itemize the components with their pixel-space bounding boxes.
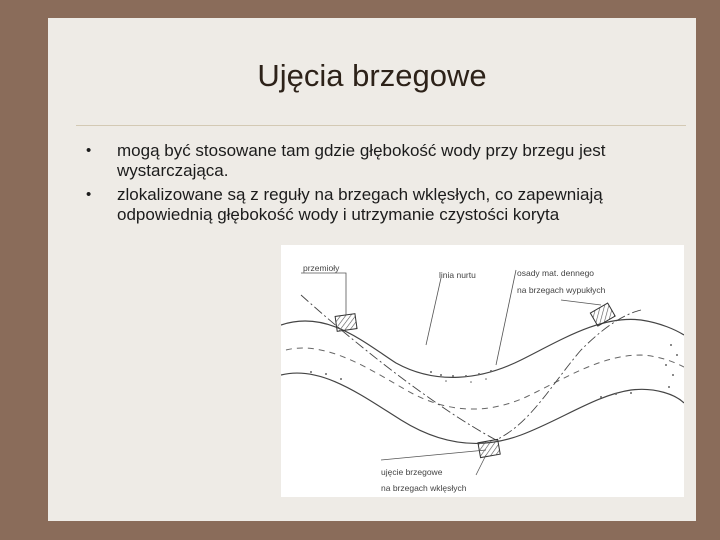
label-osady-2: na brzegach wypukłych [517,285,606,295]
label-przemioty: przemioły [303,263,340,273]
intake-structure-left [335,314,357,332]
bullet-text: mogą być stosowane tam gdzie głębokość wody przy brzegu jest wystarczająca. [117,141,606,180]
label-linia-nurtu: linia nurtu [439,270,476,280]
bullet-item [86,185,686,225]
bullet-icon: • [86,142,92,159]
flow-line [286,348,684,409]
slide [48,18,696,521]
bullet-icon: • [86,186,92,203]
bullet-list [86,141,686,229]
river-diagram-drawing [281,245,684,497]
river-intake-diagram [281,245,684,497]
bullet-text: zlokalizowane są z reguły na brzegach wklęsłych, co zapewniają odpowiednią głębokość wody i utrzymanie czystości koryta [117,185,603,224]
label-ujecie-2: na brzegach wklęsłych [381,483,467,493]
label-osady-1: osady mat. dennego [517,268,595,278]
slide-title: Ujęcia brzegowe [257,58,487,93]
label-ujecie-1: ujęcie brzegowe [381,467,443,477]
bullet-item [86,141,686,181]
title-divider [76,125,686,126]
intake-structure-bottom [478,439,500,457]
leader-lines [301,270,601,475]
intake-structure-right [590,303,615,326]
